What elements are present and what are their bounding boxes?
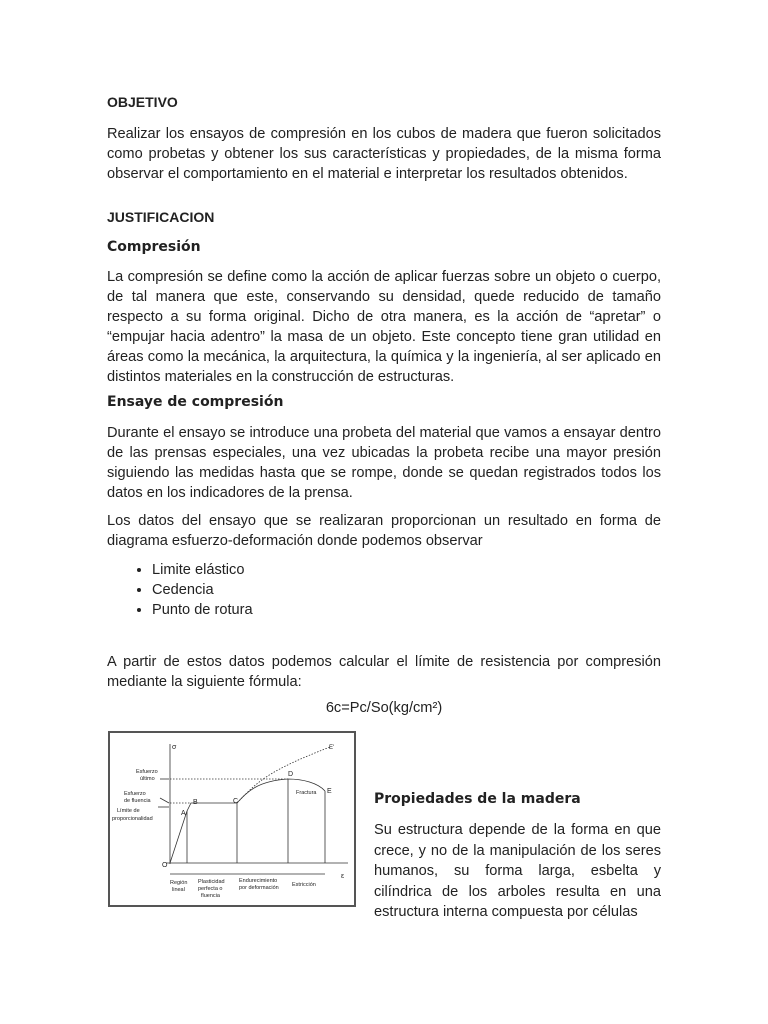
region-label: Endurecimiento bbox=[239, 878, 278, 884]
point-d: D bbox=[288, 771, 294, 778]
esfuerzo-ultimo-label: último bbox=[140, 776, 155, 782]
region-label: perfecta o bbox=[198, 886, 223, 892]
list-item: • Cedencia bbox=[152, 580, 253, 600]
bullet-list bbox=[107, 560, 253, 620]
objetivo-paragraph: Realizar los ensayos de compresión en los cubos de madera que fueron solicitados como probetas y obtener los sus características y propiedades, de la misma forma observar el comportamiento en el material e interpretar los resultados obtenidos. bbox=[107, 126, 661, 182]
point-e-prime: E' bbox=[329, 745, 335, 751]
region-label: fluencia bbox=[201, 893, 220, 899]
limite-label: Límite de bbox=[117, 808, 140, 814]
formula: 6c=Pc/So(kg/cm²) bbox=[325, 700, 443, 716]
heading-propiedades: Propiedades de la madera bbox=[374, 791, 581, 807]
stress-strain-diagram bbox=[108, 731, 356, 907]
heading-ensaye: Ensaye de compresión bbox=[107, 394, 284, 410]
diagram-svg bbox=[110, 733, 354, 905]
region-label: Plasticidad bbox=[198, 879, 225, 885]
ensaye-paragraph-2: Los datos del ensayo que se realizaran proporcionan un resultado en forma de diagrama esfuerzo-deformación donde podemos observar bbox=[107, 513, 661, 549]
esfuerzo-fluencia-label: Esfuerzo bbox=[124, 791, 146, 797]
ensaye-paragraph-1: Durante el ensayo se introduce una probeta del material que vamos a ensayar dentro de las prensas especiales, una vez ubicadas la probeta recibe una mayor presión siguiendo las medidas hasta que se rompe, donde se quedan registrados todos los datos en los indicadores de la prensa. bbox=[107, 425, 661, 501]
point-a: A bbox=[181, 810, 186, 817]
compresion-paragraph: La compresión se define como la acción de aplicar fuerzas sobre un objeto o cuerpo, de tal manera que este, conservando su densidad, quede reducido de tamaño respecto a su forma original. Dicho de otra manera, es la acción de “apretar” o “empujar hacia adentro” la masa de un objeto. Este concepto tiene gran utilidad en áreas como la mecánica, la arquitectura, la química y la ingeniería, al ser aplicado en distintos materiales en la construcción de estructuras. bbox=[107, 269, 661, 385]
heading-objetivo: OBJETIVO bbox=[107, 94, 178, 110]
list-item: • Punto de rotura bbox=[152, 600, 253, 620]
point-c: C bbox=[233, 798, 239, 805]
origin-label: O bbox=[162, 862, 168, 869]
epsilon-label: ε bbox=[341, 873, 345, 880]
region-label: Región bbox=[170, 880, 188, 886]
point-e: E bbox=[327, 788, 332, 795]
heading-justificacion: JUSTIFICACION bbox=[107, 209, 215, 225]
point-b: B bbox=[193, 799, 198, 806]
region-label: Estricción bbox=[292, 882, 316, 888]
region-label: lineal bbox=[172, 887, 185, 893]
heading-compresion: Compresión bbox=[107, 239, 201, 255]
ensaye-paragraph-3: A partir de estos datos podemos calcular el límite de resistencia por compresión mediante la siguiente fórmula: bbox=[107, 654, 661, 690]
list-item: • Limite elástico bbox=[152, 560, 253, 580]
propiedades-paragraph: Su estructura depende de la forma en que crece, y no de la manipulación de los seres humanos, su forma larga, esbelta y cilíndrica de los arboles resulta en una estructura interna compuesta por células bbox=[374, 822, 661, 920]
region-label: por deformación bbox=[239, 885, 279, 891]
esfuerzo-fluencia-label: de fluencia bbox=[124, 798, 151, 804]
fractura-label: Fractura bbox=[296, 790, 317, 796]
sigma-label: σ bbox=[172, 744, 177, 751]
limite-label: proporcionalidad bbox=[112, 816, 153, 822]
esfuerzo-ultimo-label: Esfuerzo bbox=[136, 769, 158, 775]
